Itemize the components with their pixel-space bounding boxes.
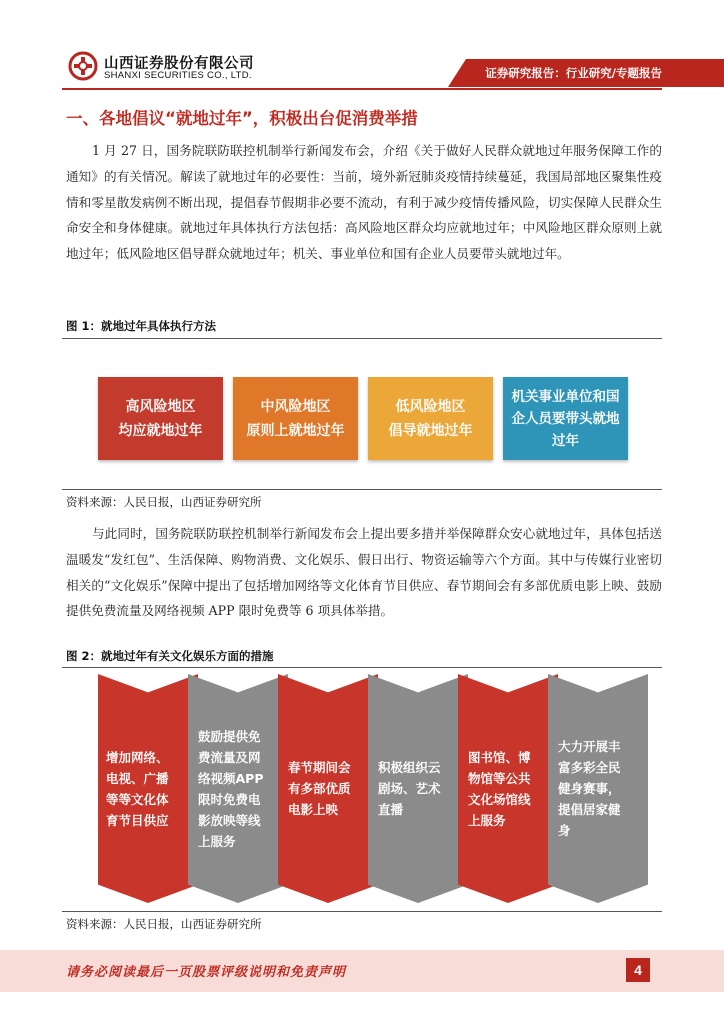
page-number: 4: [626, 958, 650, 982]
paragraph-1: 1 月 27 日，国务院联防联控机制举行新闻发布会，介绍《关于做好人民群众就地过年服务保障工作的通知》的有关情况。解读了就地过年的必要性：当前，境外新冠肺炎疫情持续蔓延，我国局部地区聚集性疫情和零星散发病例不断出现，提倡春节假期非必要不流动，有利于减少疫情传播风险，切实保障人民群众生命安全和身体健康。就地过年具体执行方法包括：高风险地区群众均应就地过年；中风险地区群众原则上就地过年；低风险地区倡导群众就地过年；机关、事业单位和国有企业人员要带头就地过年。: [66, 143, 662, 262]
figure-2-top-rule: [62, 667, 662, 668]
figure-2-caption: 图 2：就地过年有关文化娱乐方面的措施: [66, 649, 274, 663]
page-header: [0, 0, 724, 95]
header-divider: [62, 88, 662, 90]
figure-1-top-rule: [62, 338, 662, 339]
section-title: 一、各地倡议“就地过年”，积极出台促消费举措: [66, 109, 418, 128]
figure-2-bottom-rule: [62, 911, 662, 912]
figure-1-box-3: 低风险地区 倡导就地过年: [368, 377, 493, 460]
footer-disclaimer: 请务必阅读最后一页股票评级说明和免责声明: [66, 965, 347, 980]
report-type: 证券研究报告：行业研究/专题报告: [485, 66, 662, 80]
figure-1-box-4: 机关事业单位和国 企人员要带头就地 过年: [503, 377, 628, 460]
figure-1-box-2: 中风险地区 原则上就地过年: [233, 377, 358, 460]
figure-2-item-6-text: 大力开展丰 富多彩全民 健身赛事， 提倡居家健 身: [558, 739, 621, 838]
company-name-cn: 山西证券股份有限公司: [104, 56, 254, 72]
figure-2-item-2-text: 鼓励提供免 费流量及网 络视频APP 限时免费电 影放映等线 上服务: [198, 728, 264, 849]
figure-1-caption: 图 1：就地过年具体执行方法: [66, 319, 217, 333]
paragraph-2: 与此同时，国务院联防联控机制举行新闻发布会上提出要多措并举保障群众安心就地过年，具体包括送温暖发“发红包”、生活保障、购物消费、文化娱乐、假日出行、物资运输等六个方面。其中与传媒行业密切相关的“文化娱乐”保障中提出了包括增加网络等文化体育节目供应、春节期间会有多部优质电影上映、鼓励提供免费流量及网络视频 APP 限时免费等 6 项具体举措。: [66, 526, 662, 619]
figure-2-item-5-text: 图书馆、博 物馆等公共 文化场馆线 上服务: [468, 749, 531, 828]
company-logo-icon: [68, 51, 98, 81]
figure-2-item-4-text: 积极组织云 剧场、艺术 直播: [378, 760, 441, 817]
figure-2-item-3-text: 春节期间会 有多部优质 电影上映: [288, 760, 351, 817]
company-name-en: SHANXI SECURITIES CO., LTD.: [104, 70, 252, 81]
figure-1-box-1: 高风险地区 均应就地过年: [98, 377, 223, 460]
figure-1-source: 资料来源：人民日报，山西证券研究所: [66, 495, 262, 509]
figure-2-source: 资料来源：人民日报，山西证券研究所: [66, 917, 262, 931]
figure-2-item-1-text: 增加网络、 电视、广播 等等文化体 育节目供应: [106, 749, 169, 828]
figure-1-bottom-rule: [62, 489, 662, 490]
